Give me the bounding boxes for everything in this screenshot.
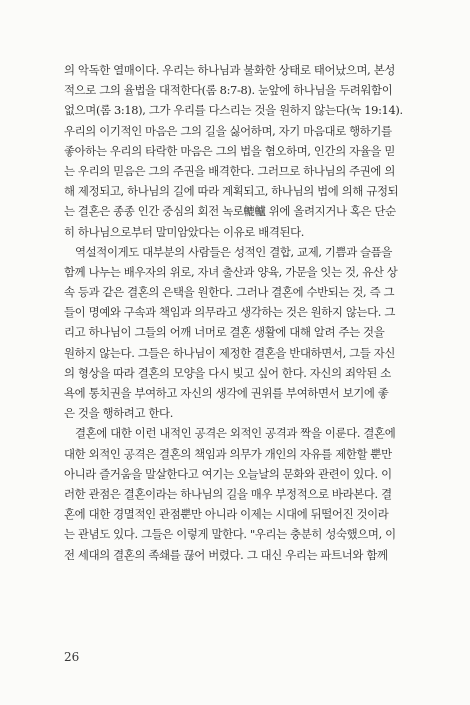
body-text: [64, 60, 409, 565]
text-line: 리고 하나님이 그들의 어깨 너머로 결혼 생활에 대해 알려 주는 것을: [64, 325, 385, 340]
text-line: 좋아하는 우리의 타락한 마음은 그의 법을 혐오하며, 인간의 자율을 믿: [64, 143, 396, 158]
text-line: 아니라 즐거움을 말살한다고 여기는 오늘날의 문화와 관련이 있다. 이: [64, 466, 392, 481]
paragraph-start-line: 결혼에 대한 이런 내적인 공격은 외적인 공격과 짝을 이룬다. 결혼에: [75, 426, 396, 441]
text-line: 는 관념도 있다. 그들은 이렇게 말한다. "우리는 충분히 성숙했으며, 이: [64, 527, 396, 542]
text-line: 은 것을 행하려고 한다.: [64, 406, 173, 421]
text-line: 원하지 않는다. 그들은 하나님이 제정한 결혼을 반대하면서, 그들 자신: [64, 345, 396, 360]
text-line: 러한 관점은 결혼이라는 하나님의 길을 매우 부정적으로 바라본다. 결: [64, 486, 392, 501]
text-line: 욕에 통치권을 부여하고 자신의 생각에 권위를 부여하면서 보기에 좋: [64, 386, 389, 400]
text-line: 속 등과 같은 결혼의 은택을 원한다. 그러나 결혼에 수반되는 것, 즉 그: [64, 285, 395, 300]
text-line: 는 우리의 믿음은 그의 주권을 배격한다. 그러므로 하나님의 주권에 의: [64, 163, 396, 178]
text-line: 는 결혼은 종종 인간 중심의 회전 녹로轆轤 위에 올려지거나 혹은 단순: [64, 204, 396, 219]
text-line: 히 하나님으로부터 말미암았다는 이유로 배격된다.: [64, 224, 305, 239]
text-line: 우리의 이기적인 마음은 그의 길을 싫어하며, 자기 마음대로 행하기를: [64, 123, 392, 138]
text-line: 없으며(롬 3:18), 그가 우리를 다스리는 것을 원하지 않는다(눅 19:14).: [64, 103, 403, 118]
paragraph-start-line: 역설적이게도 대부분의 사람들은 성적인 결합, 교제, 기쁨과 슬픔을: [75, 244, 393, 259]
text-line: 의 악독한 열매이다. 우리는 하나님과 불화한 상태로 태어났으며, 본성: [64, 63, 396, 77]
text-line: 전 세대의 결혼의 족쇄를 끊어 버렸다. 그 대신 우리는 파트너와 함께: [64, 547, 388, 562]
text-line: 의 형상을 따라 결혼의 모양을 다시 빚고 싶어 한다. 자신의 죄악된 소: [64, 365, 391, 380]
text-line: 해 제정되고, 하나님의 길에 따라 계획되고, 하나님의 법에 의해 규정되: [64, 184, 399, 199]
text-line: 대한 외적인 공격은 결혼의 책임과 의무가 개인의 자유를 제한할 뿐만: [64, 446, 392, 461]
text-line: 들이 명예와 구속과 책임과 의무라고 생각하는 것은 원하지 않는다. 그: [64, 305, 396, 320]
text-line: 혼에 대한 경멸적인 관점뿐만 아니라 이제는 시대에 뒤떨어진 것이라: [64, 507, 389, 522]
text-line: 적으로 그의 율법을 대적한다(롬 8:7-8). 눈앞에 하나님을 두려워함이: [64, 83, 393, 98]
page-number: 26: [64, 650, 80, 664]
text-line: 함께 나누는 배우자의 위로, 자녀 출산과 양육, 가문을 잇는 것, 유산 상: [64, 264, 398, 279]
